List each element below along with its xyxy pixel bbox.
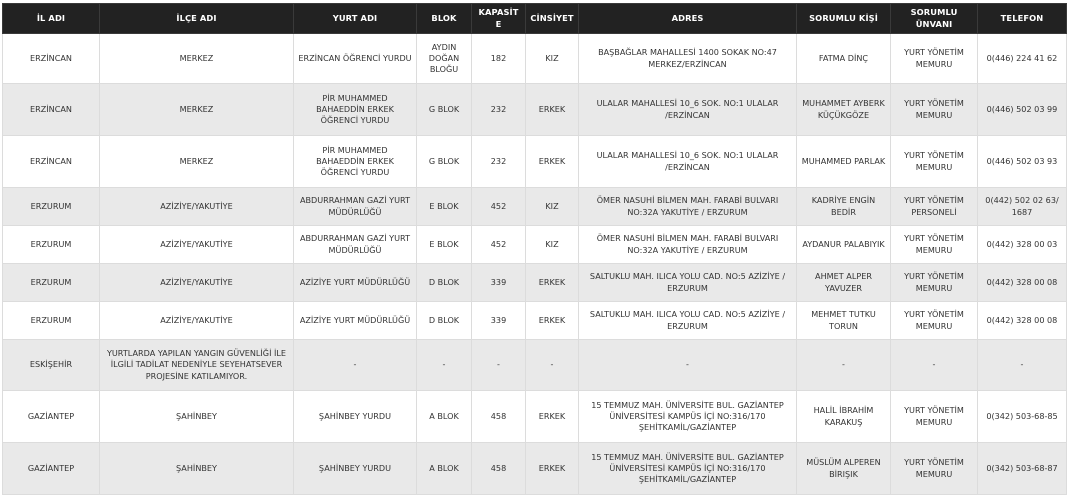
header-sorumlu-kisi: SORUMLU KİŞİ bbox=[797, 4, 891, 34]
table-row bbox=[3, 84, 1067, 136]
cell-yurt: AZİZİYE YURT MÜDÜRLÜĞÜ bbox=[294, 302, 417, 340]
cell-telefon: 0(446) 224 41 62 bbox=[978, 34, 1067, 84]
cell-adres: ULALAR MAHALLESİ 10_6 SOK. NO:1 ULALAR /ERZİNCAN bbox=[579, 84, 797, 136]
cell-ilce: ŞAHİNBEY bbox=[100, 443, 294, 495]
header-yurt-adi: YURT ADI bbox=[294, 4, 417, 34]
cell-cinsiyet: ERKEK bbox=[526, 84, 579, 136]
cell-ilce: YURTLARDA YAPILAN YANGIN GÜVENLİĞİ İLE İLGİLİ TADİLAT NEDENİYLE SEYEHATSEVER PROJESİNE KATILAMIYOR. bbox=[100, 340, 294, 391]
cell-sorumlu-kisi: MUHAMMET AYBERK KÜÇÜKGÖZE bbox=[797, 84, 891, 136]
cell-sorumlu-kisi: MÜSLÜM ALPEREN BİRIŞIK bbox=[797, 443, 891, 495]
header-cinsiyet: CİNSİYET bbox=[526, 4, 579, 34]
cell-telefon: 0(342) 503-68-87 bbox=[978, 443, 1067, 495]
table-row bbox=[3, 188, 1067, 226]
cell-sorumlu-unvani: YURT YÖNETİM MEMURU bbox=[891, 302, 978, 340]
header-kapasite: KAPASİTE bbox=[472, 4, 526, 34]
table-row bbox=[3, 340, 1067, 391]
cell-il: ESKİŞEHİR bbox=[3, 340, 100, 391]
cell-telefon: 0(442) 328 00 08 bbox=[978, 264, 1067, 302]
header-il-adi: İL ADI bbox=[3, 4, 100, 34]
cell-sorumlu-unvani: - bbox=[891, 340, 978, 391]
cell-cinsiyet: ERKEK bbox=[526, 136, 579, 188]
header-ilce-adi: İLÇE ADI bbox=[100, 4, 294, 34]
cell-kapasite: 458 bbox=[472, 443, 526, 495]
cell-telefon: 0(446) 502 03 93 bbox=[978, 136, 1067, 188]
cell-blok: A BLOK bbox=[417, 391, 472, 443]
cell-telefon: - bbox=[978, 340, 1067, 391]
cell-blok: D BLOK bbox=[417, 302, 472, 340]
cell-blok: E BLOK bbox=[417, 226, 472, 264]
table-row bbox=[3, 302, 1067, 340]
cell-sorumlu-kisi: MEHMET TUTKU TORUN bbox=[797, 302, 891, 340]
cell-il: ERZİNCAN bbox=[3, 34, 100, 84]
cell-il: ERZURUM bbox=[3, 302, 100, 340]
table-row bbox=[3, 136, 1067, 188]
cell-sorumlu-unvani: YURT YÖNETİM MEMURU bbox=[891, 226, 978, 264]
cell-kapasite: 339 bbox=[472, 302, 526, 340]
cell-sorumlu-kisi: HALİL İBRAHİM KARAKUŞ bbox=[797, 391, 891, 443]
cell-yurt: ERZİNCAN ÖĞRENCİ YURDU bbox=[294, 34, 417, 84]
cell-blok: AYDIN DOĞAN BLOĞU bbox=[417, 34, 472, 84]
cell-adres: BAŞBAĞLAR MAHALLESİ 1400 SOKAK NO:47 MERKEZ/ERZİNCAN bbox=[579, 34, 797, 84]
cell-il: ERZİNCAN bbox=[3, 84, 100, 136]
cell-ilce: AZİZİYE/YAKUTİYE bbox=[100, 188, 294, 226]
cell-cinsiyet: ERKEK bbox=[526, 302, 579, 340]
cell-il: ERZURUM bbox=[3, 188, 100, 226]
cell-il: ERZİNCAN bbox=[3, 136, 100, 188]
cell-sorumlu-unvani: YURT YÖNETİM PERSONELİ bbox=[891, 188, 978, 226]
cell-sorumlu-unvani: YURT YÖNETİM MEMURU bbox=[891, 84, 978, 136]
cell-ilce: ŞAHİNBEY bbox=[100, 391, 294, 443]
cell-kapasite: 458 bbox=[472, 391, 526, 443]
cell-cinsiyet: KIZ bbox=[526, 34, 579, 84]
cell-adres: SALTUKLU MAH. ILICA YOLU CAD. NO:5 AZİZİYE / ERZURUM bbox=[579, 264, 797, 302]
table-row bbox=[3, 264, 1067, 302]
cell-yurt: PİR MUHAMMED BAHAEDDİN ERKEK ÖĞRENCİ YURDU bbox=[294, 84, 417, 136]
cell-kapasite: 452 bbox=[472, 188, 526, 226]
cell-yurt: ŞAHİNBEY YURDU bbox=[294, 391, 417, 443]
table-row bbox=[3, 34, 1067, 84]
cell-sorumlu-unvani: YURT YÖNETİM MEMURU bbox=[891, 443, 978, 495]
cell-ilce: AZİZİYE/YAKUTİYE bbox=[100, 302, 294, 340]
cell-adres: SALTUKLU MAH. ILICA YOLU CAD. NO:5 AZİZİYE / ERZURUM bbox=[579, 302, 797, 340]
table-header-row bbox=[3, 4, 1067, 34]
table-row bbox=[3, 391, 1067, 443]
cell-cinsiyet: KIZ bbox=[526, 188, 579, 226]
cell-adres: 15 TEMMUZ MAH. ÜNİVERSİTE BUL. GAZİANTEP ÜNİVERSİTESİ KAMPÜS İÇİ NO:316/170 ŞEHİTKAMİL/GAZİANTEP bbox=[579, 443, 797, 495]
cell-blok: D BLOK bbox=[417, 264, 472, 302]
cell-sorumlu-unvani: YURT YÖNETİM MEMURU bbox=[891, 391, 978, 443]
cell-ilce: AZİZİYE/YAKUTİYE bbox=[100, 264, 294, 302]
cell-yurt: PİR MUHAMMED BAHAEDDİN ERKEK ÖĞRENCİ YURDU bbox=[294, 136, 417, 188]
cell-kapasite: 339 bbox=[472, 264, 526, 302]
header-blok: BLOK bbox=[417, 4, 472, 34]
table-row bbox=[3, 226, 1067, 264]
cell-ilce: MERKEZ bbox=[100, 34, 294, 84]
cell-il: GAZİANTEP bbox=[3, 391, 100, 443]
cell-sorumlu-kisi: KADRİYE ENGİN BEDİR bbox=[797, 188, 891, 226]
header-sorumlu-unvani: SORUMLU ÜNVANI bbox=[891, 4, 978, 34]
cell-adres: - bbox=[579, 340, 797, 391]
header-adres: ADRES bbox=[579, 4, 797, 34]
cell-cinsiyet: ERKEK bbox=[526, 443, 579, 495]
cell-sorumlu-kisi: FATMA DİNÇ bbox=[797, 34, 891, 84]
cell-ilce: MERKEZ bbox=[100, 136, 294, 188]
cell-adres: ÖMER NASUHİ BİLMEN MAH. FARABİ BULVARI NO:32A YAKUTİYE / ERZURUM bbox=[579, 188, 797, 226]
cell-cinsiyet: - bbox=[526, 340, 579, 391]
cell-kapasite: 182 bbox=[472, 34, 526, 84]
cell-cinsiyet: ERKEK bbox=[526, 391, 579, 443]
cell-il: GAZİANTEP bbox=[3, 443, 100, 495]
cell-sorumlu-kisi: - bbox=[797, 340, 891, 391]
cell-yurt: AZİZİYE YURT MÜDÜRLÜĞÜ bbox=[294, 264, 417, 302]
cell-blok: G BLOK bbox=[417, 136, 472, 188]
table-row bbox=[3, 443, 1067, 495]
cell-yurt: - bbox=[294, 340, 417, 391]
cell-sorumlu-unvani: YURT YÖNETİM MEMURU bbox=[891, 136, 978, 188]
cell-kapasite: - bbox=[472, 340, 526, 391]
cell-telefon: 0(442) 328 00 03 bbox=[978, 226, 1067, 264]
cell-telefon: 0(342) 503-68-85 bbox=[978, 391, 1067, 443]
cell-adres: ULALAR MAHALLESİ 10_6 SOK. NO:1 ULALAR /ERZİNCAN bbox=[579, 136, 797, 188]
cell-yurt: ŞAHİNBEY YURDU bbox=[294, 443, 417, 495]
cell-telefon: 0(442) 502 02 63/ 1687 bbox=[978, 188, 1067, 226]
cell-il: ERZURUM bbox=[3, 226, 100, 264]
cell-adres: 15 TEMMUZ MAH. ÜNİVERSİTE BUL. GAZİANTEP ÜNİVERSİTESİ KAMPÜS İÇİ NO:316/170 ŞEHİTKAMİL/GAZİANTEP bbox=[579, 391, 797, 443]
cell-blok: A BLOK bbox=[417, 443, 472, 495]
cell-sorumlu-kisi: AHMET ALPER YAVUZER bbox=[797, 264, 891, 302]
cell-sorumlu-kisi: MUHAMMED PARLAK bbox=[797, 136, 891, 188]
cell-sorumlu-kisi: AYDANUR PALABIYIK bbox=[797, 226, 891, 264]
cell-blok: - bbox=[417, 340, 472, 391]
cell-yurt: ABDURRAHMAN GAZİ YURT MÜDÜRLÜĞÜ bbox=[294, 188, 417, 226]
cell-sorumlu-unvani: YURT YÖNETİM MEMURU bbox=[891, 34, 978, 84]
cell-blok: G BLOK bbox=[417, 84, 472, 136]
header-telefon: TELEFON bbox=[978, 4, 1067, 34]
cell-sorumlu-unvani: YURT YÖNETİM MEMURU bbox=[891, 264, 978, 302]
cell-kapasite: 232 bbox=[472, 84, 526, 136]
cell-yurt: ABDURRAHMAN GAZİ YURT MÜDÜRLÜĞÜ bbox=[294, 226, 417, 264]
cell-adres: ÖMER NASUHİ BİLMEN MAH. FARABİ BULVARI NO:32A YAKUTİYE / ERZURUM bbox=[579, 226, 797, 264]
cell-cinsiyet: ERKEK bbox=[526, 264, 579, 302]
cell-kapasite: 452 bbox=[472, 226, 526, 264]
cell-kapasite: 232 bbox=[472, 136, 526, 188]
cell-il: ERZURUM bbox=[3, 264, 100, 302]
dormitory-table bbox=[2, 3, 1067, 495]
cell-ilce: AZİZİYE/YAKUTİYE bbox=[100, 226, 294, 264]
cell-cinsiyet: KIZ bbox=[526, 226, 579, 264]
cell-ilce: MERKEZ bbox=[100, 84, 294, 136]
cell-telefon: 0(446) 502 03 99 bbox=[978, 84, 1067, 136]
cell-telefon: 0(442) 328 00 08 bbox=[978, 302, 1067, 340]
cell-blok: E BLOK bbox=[417, 188, 472, 226]
